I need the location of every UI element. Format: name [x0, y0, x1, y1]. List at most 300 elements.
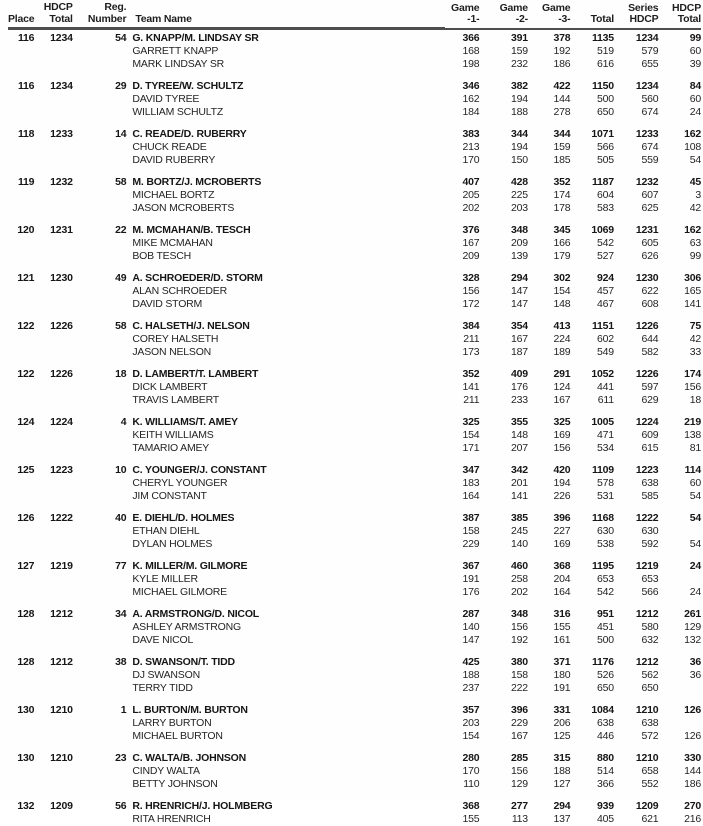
hdcp-cell: 24 [658, 558, 701, 573]
game-3-cell: 331 [528, 702, 570, 717]
reg-number-cell [73, 442, 127, 455]
member-row [8, 634, 701, 647]
place-cell: 120 [8, 222, 34, 237]
total-cell: 650 [570, 682, 614, 695]
hdcp-total-cell: 1210 [34, 702, 72, 717]
total-cell: 1151 [570, 318, 614, 333]
game-2-cell: 203 [479, 202, 528, 215]
team-name-cell: RITA HRENRICH [126, 813, 445, 826]
member-row [8, 202, 701, 215]
hdcp-total-cell [34, 333, 72, 346]
game-3-cell: 206 [528, 717, 570, 730]
col-header-hdcp-total: HDCP Total [34, 2, 72, 29]
member-row [8, 45, 701, 58]
reg-number-cell [73, 813, 127, 826]
game-1-cell: 367 [445, 558, 479, 573]
place-cell [8, 717, 34, 730]
game-1-cell: 202 [445, 202, 479, 215]
hdcp-cell: 36 [658, 669, 701, 682]
block-spacer [8, 551, 701, 558]
reg-number-cell [73, 538, 127, 551]
game-2-cell: 277 [479, 798, 528, 813]
team-name-cell: CHERYL YOUNGER [126, 477, 445, 490]
team-name-cell: ETHAN DIEHL [126, 525, 445, 538]
team-name-cell: C. YOUNGER/J. CONSTANT [126, 462, 445, 477]
reg-number-cell: 1 [73, 702, 127, 717]
series-hdcp-cell: 1233 [614, 126, 659, 141]
game-3-cell: 344 [528, 126, 570, 141]
reg-number-cell [73, 237, 127, 250]
member-row [8, 394, 701, 407]
game-2-cell: 354 [479, 318, 528, 333]
hdcp-total-cell [34, 525, 72, 538]
game-3-cell: 156 [528, 442, 570, 455]
place-cell [8, 106, 34, 119]
member-row [8, 538, 701, 551]
hdcp-cell: 126 [658, 730, 701, 743]
team-name-cell: WILLIAM SCHULTZ [126, 106, 445, 119]
series-hdcp-cell: 632 [614, 634, 659, 647]
reg-number-cell [73, 669, 127, 682]
total-cell: 1176 [570, 654, 614, 669]
game-2-cell: 147 [479, 285, 528, 298]
game-3-cell: 159 [528, 141, 570, 154]
reg-number-cell [73, 394, 127, 407]
total-cell: 534 [570, 442, 614, 455]
game-3-cell: 315 [528, 750, 570, 765]
game-2-cell: 225 [479, 189, 528, 202]
team-row [8, 750, 701, 765]
reg-number-cell [73, 429, 127, 442]
team-row [8, 78, 701, 93]
place-cell [8, 442, 34, 455]
series-hdcp-cell: 629 [614, 394, 659, 407]
total-cell: 531 [570, 490, 614, 503]
member-row [8, 778, 701, 791]
reg-number-cell: 18 [73, 366, 127, 381]
game-3-cell: 180 [528, 669, 570, 682]
series-hdcp-cell: 560 [614, 93, 659, 106]
game-3-cell: 186 [528, 58, 570, 71]
game-1-cell: 155 [445, 813, 479, 826]
series-hdcp-cell: 638 [614, 477, 659, 490]
series-hdcp-cell: 630 [614, 525, 659, 538]
block-spacer [8, 599, 701, 606]
member-row [8, 154, 701, 167]
hdcp-total-cell [34, 621, 72, 634]
hdcp-total-cell [34, 45, 72, 58]
hdcp-cell: 60 [658, 477, 701, 490]
total-cell: 939 [570, 798, 614, 813]
reg-number-cell: 77 [73, 558, 127, 573]
game-2-cell: 391 [479, 29, 528, 46]
total-cell: 549 [570, 346, 614, 359]
game-1-cell: 280 [445, 750, 479, 765]
member-row [8, 237, 701, 250]
place-cell: 116 [8, 29, 34, 46]
game-1-cell: 170 [445, 765, 479, 778]
series-hdcp-cell: 566 [614, 586, 659, 599]
place-cell: 118 [8, 126, 34, 141]
total-cell: 542 [570, 237, 614, 250]
game-3-cell: 174 [528, 189, 570, 202]
place-cell: 122 [8, 318, 34, 333]
game-2-cell: 148 [479, 429, 528, 442]
game-1-cell: 407 [445, 174, 479, 189]
game-3-cell: 420 [528, 462, 570, 477]
series-hdcp-cell: 579 [614, 45, 659, 58]
game-2-cell: 209 [479, 237, 528, 250]
game-3-cell: 278 [528, 106, 570, 119]
member-row [8, 285, 701, 298]
game-3-cell: 345 [528, 222, 570, 237]
member-row [8, 429, 701, 442]
total-cell: 446 [570, 730, 614, 743]
team-name-cell: TAMARIO AMEY [126, 442, 445, 455]
series-hdcp-cell: 1210 [614, 750, 659, 765]
game-2-cell: 167 [479, 730, 528, 743]
game-2-cell: 348 [479, 222, 528, 237]
game-1-cell: 368 [445, 798, 479, 813]
team-name-cell: ASHLEY ARMSTRONG [126, 621, 445, 634]
game-1-cell: 191 [445, 573, 479, 586]
hdcp-total-cell: 1232 [34, 174, 72, 189]
block-spacer [8, 119, 701, 126]
total-cell: 1005 [570, 414, 614, 429]
member-row [8, 490, 701, 503]
total-cell: 542 [570, 586, 614, 599]
game-3-cell: 169 [528, 538, 570, 551]
total-cell: 457 [570, 285, 614, 298]
hdcp-cell: 330 [658, 750, 701, 765]
team-name-cell: C. READE/D. RUBERRY [126, 126, 445, 141]
header-row [8, 2, 701, 29]
series-hdcp-cell: 626 [614, 250, 659, 263]
spacer-cell [8, 311, 701, 318]
game-3-cell: 378 [528, 29, 570, 46]
place-cell [8, 778, 34, 791]
series-hdcp-cell: 1223 [614, 462, 659, 477]
series-hdcp-cell: 597 [614, 381, 659, 394]
reg-number-cell [73, 250, 127, 263]
series-hdcp-cell: 1210 [614, 702, 659, 717]
team-row [8, 414, 701, 429]
game-2-cell: 382 [479, 78, 528, 93]
team-name-cell: KEITH WILLIAMS [126, 429, 445, 442]
place-cell: 124 [8, 414, 34, 429]
place-cell [8, 237, 34, 250]
place-cell [8, 141, 34, 154]
hdcp-cell: 141 [658, 298, 701, 311]
hdcp-cell: 84 [658, 78, 701, 93]
place-cell: 122 [8, 366, 34, 381]
hdcp-total-cell [34, 586, 72, 599]
hdcp-total-cell [34, 346, 72, 359]
hdcp-cell: 138 [658, 429, 701, 442]
game-2-cell: 167 [479, 333, 528, 346]
series-hdcp-cell: 1212 [614, 654, 659, 669]
series-hdcp-cell: 608 [614, 298, 659, 311]
game-1-cell: 154 [445, 429, 479, 442]
game-2-cell: 460 [479, 558, 528, 573]
team-name-cell: KYLE MILLER [126, 573, 445, 586]
game-2-cell: 232 [479, 58, 528, 71]
team-row [8, 270, 701, 285]
place-cell [8, 682, 34, 695]
col-header-game-3: Game -3- [528, 2, 570, 29]
series-hdcp-cell: 638 [614, 717, 659, 730]
series-hdcp-cell: 655 [614, 58, 659, 71]
hdcp-cell: 75 [658, 318, 701, 333]
game-3-cell: 166 [528, 237, 570, 250]
hdcp-total-cell: 1231 [34, 222, 72, 237]
spacer-cell [8, 119, 701, 126]
hdcp-total-cell [34, 394, 72, 407]
reg-number-cell [73, 154, 127, 167]
series-hdcp-cell: 644 [614, 333, 659, 346]
game-1-cell: 184 [445, 106, 479, 119]
game-3-cell: 294 [528, 798, 570, 813]
total-cell: 451 [570, 621, 614, 634]
spacer-cell [8, 551, 701, 558]
spacer-cell [8, 695, 701, 702]
hdcp-total-cell [34, 778, 72, 791]
game-1-cell: 167 [445, 237, 479, 250]
reg-number-cell [73, 285, 127, 298]
game-3-cell: 164 [528, 586, 570, 599]
reg-number-cell [73, 58, 127, 71]
reg-number-cell: 58 [73, 174, 127, 189]
game-2-cell: 428 [479, 174, 528, 189]
team-name-cell: GARRETT KNAPP [126, 45, 445, 58]
hdcp-total-cell: 1212 [34, 606, 72, 621]
hdcp-cell: 114 [658, 462, 701, 477]
team-name-cell: MIKE MCMAHAN [126, 237, 445, 250]
team-name-cell: ALAN SCHROEDER [126, 285, 445, 298]
game-3-cell: 154 [528, 285, 570, 298]
game-3-cell: 325 [528, 414, 570, 429]
game-2-cell: 355 [479, 414, 528, 429]
hdcp-cell: 129 [658, 621, 701, 634]
reg-number-cell: 29 [73, 78, 127, 93]
place-cell [8, 477, 34, 490]
team-row [8, 174, 701, 189]
place-cell [8, 154, 34, 167]
game-1-cell: 387 [445, 510, 479, 525]
game-2-cell: 188 [479, 106, 528, 119]
game-2-cell: 409 [479, 366, 528, 381]
game-1-cell: 352 [445, 366, 479, 381]
hdcp-total-cell [34, 154, 72, 167]
game-3-cell: 185 [528, 154, 570, 167]
member-row [8, 586, 701, 599]
series-hdcp-cell: 559 [614, 154, 659, 167]
team-row [8, 222, 701, 237]
place-cell: 121 [8, 270, 34, 285]
block-spacer [8, 359, 701, 366]
game-3-cell: 291 [528, 366, 570, 381]
series-hdcp-cell: 580 [614, 621, 659, 634]
hdcp-total-cell [34, 106, 72, 119]
member-row [8, 573, 701, 586]
game-1-cell: 211 [445, 394, 479, 407]
hdcp-cell: 162 [658, 126, 701, 141]
member-row [8, 669, 701, 682]
game-1-cell: 171 [445, 442, 479, 455]
team-row [8, 462, 701, 477]
reg-number-cell: 4 [73, 414, 127, 429]
team-name-cell: BOB TESCH [126, 250, 445, 263]
series-hdcp-cell: 650 [614, 682, 659, 695]
reg-number-cell: 38 [73, 654, 127, 669]
game-3-cell: 422 [528, 78, 570, 93]
game-3-cell: 396 [528, 510, 570, 525]
reg-number-cell [73, 717, 127, 730]
place-cell: 126 [8, 510, 34, 525]
place-cell: 132 [8, 798, 34, 813]
hdcp-total-cell [34, 682, 72, 695]
place-cell: 130 [8, 750, 34, 765]
hdcp-cell: 54 [658, 154, 701, 167]
series-hdcp-cell: 572 [614, 730, 659, 743]
team-name-cell: MICHAEL GILMORE [126, 586, 445, 599]
series-hdcp-cell: 1234 [614, 29, 659, 46]
game-2-cell: 229 [479, 717, 528, 730]
team-name-cell: DJ SWANSON [126, 669, 445, 682]
place-cell [8, 765, 34, 778]
game-2-cell: 156 [479, 621, 528, 634]
team-name-cell: A. ARMSTRONG/D. NICOL [126, 606, 445, 621]
place-cell [8, 93, 34, 106]
game-3-cell: 189 [528, 346, 570, 359]
hdcp-cell: 99 [658, 250, 701, 263]
member-row [8, 346, 701, 359]
hdcp-cell: 42 [658, 202, 701, 215]
total-cell: 602 [570, 333, 614, 346]
game-1-cell: 346 [445, 78, 479, 93]
game-1-cell: 141 [445, 381, 479, 394]
hdcp-cell: 162 [658, 222, 701, 237]
series-hdcp-cell: 592 [614, 538, 659, 551]
hdcp-cell: 24 [658, 106, 701, 119]
reg-number-cell [73, 682, 127, 695]
spacer-cell [8, 647, 701, 654]
game-3-cell: 144 [528, 93, 570, 106]
game-2-cell: 201 [479, 477, 528, 490]
series-hdcp-cell: 1222 [614, 510, 659, 525]
game-3-cell: 224 [528, 333, 570, 346]
hdcp-cell: 132 [658, 634, 701, 647]
member-row [8, 250, 701, 263]
team-name-cell: K. MILLER/M. GILMORE [126, 558, 445, 573]
team-name-cell: DAVID TYREE [126, 93, 445, 106]
hdcp-total-cell [34, 730, 72, 743]
place-cell [8, 525, 34, 538]
place-cell [8, 813, 34, 826]
hdcp-cell: 54 [658, 490, 701, 503]
total-cell: 366 [570, 778, 614, 791]
member-row [8, 717, 701, 730]
reg-number-cell: 22 [73, 222, 127, 237]
series-hdcp-cell: 615 [614, 442, 659, 455]
total-cell: 514 [570, 765, 614, 778]
game-1-cell: 156 [445, 285, 479, 298]
hdcp-total-cell [34, 669, 72, 682]
team-name-cell: JASON NELSON [126, 346, 445, 359]
team-row [8, 126, 701, 141]
reg-number-cell [73, 93, 127, 106]
game-1-cell: 203 [445, 717, 479, 730]
series-hdcp-cell: 1231 [614, 222, 659, 237]
block-spacer [8, 743, 701, 750]
block-spacer [8, 455, 701, 462]
member-row [8, 381, 701, 394]
game-1-cell: 209 [445, 250, 479, 263]
game-3-cell: 125 [528, 730, 570, 743]
place-cell [8, 333, 34, 346]
game-1-cell: 376 [445, 222, 479, 237]
member-row [8, 93, 701, 106]
block-spacer [8, 695, 701, 702]
game-2-cell: 344 [479, 126, 528, 141]
place-cell [8, 298, 34, 311]
game-2-cell: 342 [479, 462, 528, 477]
block-spacer [8, 167, 701, 174]
total-cell: 1150 [570, 78, 614, 93]
spacer-cell [8, 455, 701, 462]
game-3-cell: 352 [528, 174, 570, 189]
team-name-cell: C. WALTA/B. JOHNSON [126, 750, 445, 765]
total-cell: 1135 [570, 29, 614, 46]
hdcp-cell: 24 [658, 586, 701, 599]
hdcp-total-cell [34, 237, 72, 250]
place-cell: 119 [8, 174, 34, 189]
hdcp-cell: 18 [658, 394, 701, 407]
team-name-cell: A. SCHROEDER/D. STORM [126, 270, 445, 285]
game-1-cell: 229 [445, 538, 479, 551]
game-1-cell: 170 [445, 154, 479, 167]
game-2-cell: 147 [479, 298, 528, 311]
hdcp-total-cell: 1219 [34, 558, 72, 573]
reg-number-cell: 23 [73, 750, 127, 765]
member-row [8, 442, 701, 455]
reg-number-cell [73, 106, 127, 119]
series-hdcp-cell: 1219 [614, 558, 659, 573]
team-name-cell: BETTY JOHNSON [126, 778, 445, 791]
game-2-cell: 141 [479, 490, 528, 503]
hdcp-total-cell: 1224 [34, 414, 72, 429]
total-cell: 471 [570, 429, 614, 442]
block-spacer [8, 311, 701, 318]
game-2-cell: 158 [479, 669, 528, 682]
total-cell: 951 [570, 606, 614, 621]
series-hdcp-cell: 1226 [614, 318, 659, 333]
hdcp-total-cell: 1210 [34, 750, 72, 765]
team-name-cell: M. BORTZ/J. MCROBERTS [126, 174, 445, 189]
game-2-cell: 192 [479, 634, 528, 647]
hdcp-total-cell [34, 381, 72, 394]
team-name-cell: TERRY TIDD [126, 682, 445, 695]
hdcp-total-cell: 1212 [34, 654, 72, 669]
hdcp-total-cell [34, 765, 72, 778]
game-1-cell: 154 [445, 730, 479, 743]
hdcp-total-cell [34, 189, 72, 202]
series-hdcp-cell: 1224 [614, 414, 659, 429]
member-row [8, 333, 701, 346]
total-cell: 1195 [570, 558, 614, 573]
spacer-cell [8, 743, 701, 750]
hdcp-cell: 165 [658, 285, 701, 298]
